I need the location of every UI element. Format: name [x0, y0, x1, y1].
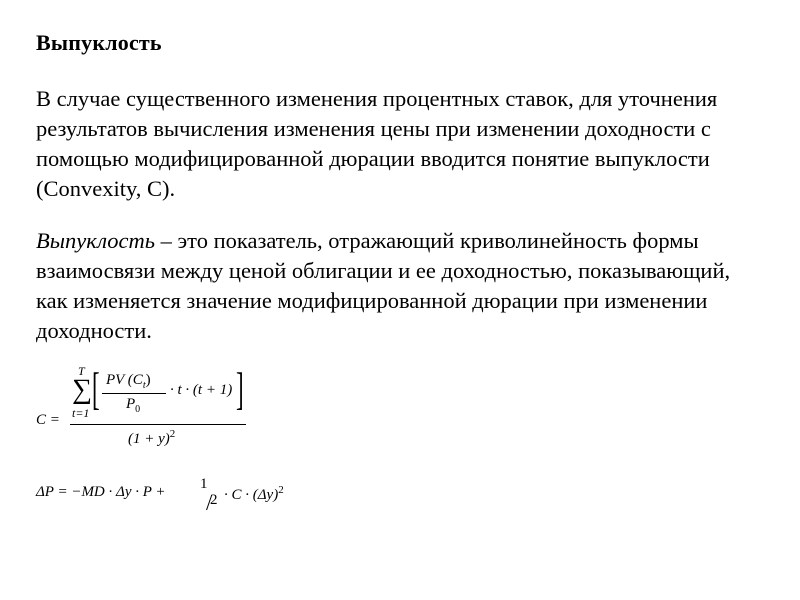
bracket-left: [: [92, 363, 100, 414]
paragraph-definition: [36, 226, 756, 346]
t-factor: · t · (t + 1): [170, 382, 233, 398]
price-change-formula: [36, 470, 336, 520]
half-denominator: 2: [210, 492, 218, 508]
definition-term: Выпуклость: [36, 228, 156, 253]
slide-title: Выпуклость: [36, 30, 162, 55]
half-slash: /: [206, 490, 213, 515]
paragraph-intro: В случае существенного изменения процентных ставок, для уточнения результатов вычисления изменения цены при изменении доходности с помощью модифицированной дюрации вводится понятие выпуклости (Convexity, C).: [36, 86, 718, 201]
half-numerator: 1: [200, 476, 208, 492]
main-fraction-line: [70, 424, 246, 425]
convexity-formula: [36, 362, 266, 452]
bracket-right: ]: [236, 363, 244, 414]
sum-upper-limit: T: [78, 364, 85, 378]
sum-symbol: ∑: [72, 374, 92, 405]
bottom-denominator: $(1 + y)^2$: [128, 428, 176, 447]
pv-numerator: PV $(C_t)$: [106, 372, 151, 391]
price-change-lhs: ΔP = −MD · Δy · P +: [36, 484, 166, 500]
price-change-rest: · $C \cdot (\Delta y)^2$: [224, 484, 284, 503]
sum-lower-limit: t=1: [72, 406, 90, 420]
p0-denominator: $P_0$: [126, 396, 141, 415]
inner-fraction-line: [102, 393, 166, 394]
definition-text: – это показатель, отражающий криволинейность формы взаимосвязи между ценой облигации и ее доходностью, показывающий, как изменяется значение модифицированной дюрации при изменении доходности.: [36, 228, 731, 343]
convexity-lhs: C =: [36, 412, 60, 428]
